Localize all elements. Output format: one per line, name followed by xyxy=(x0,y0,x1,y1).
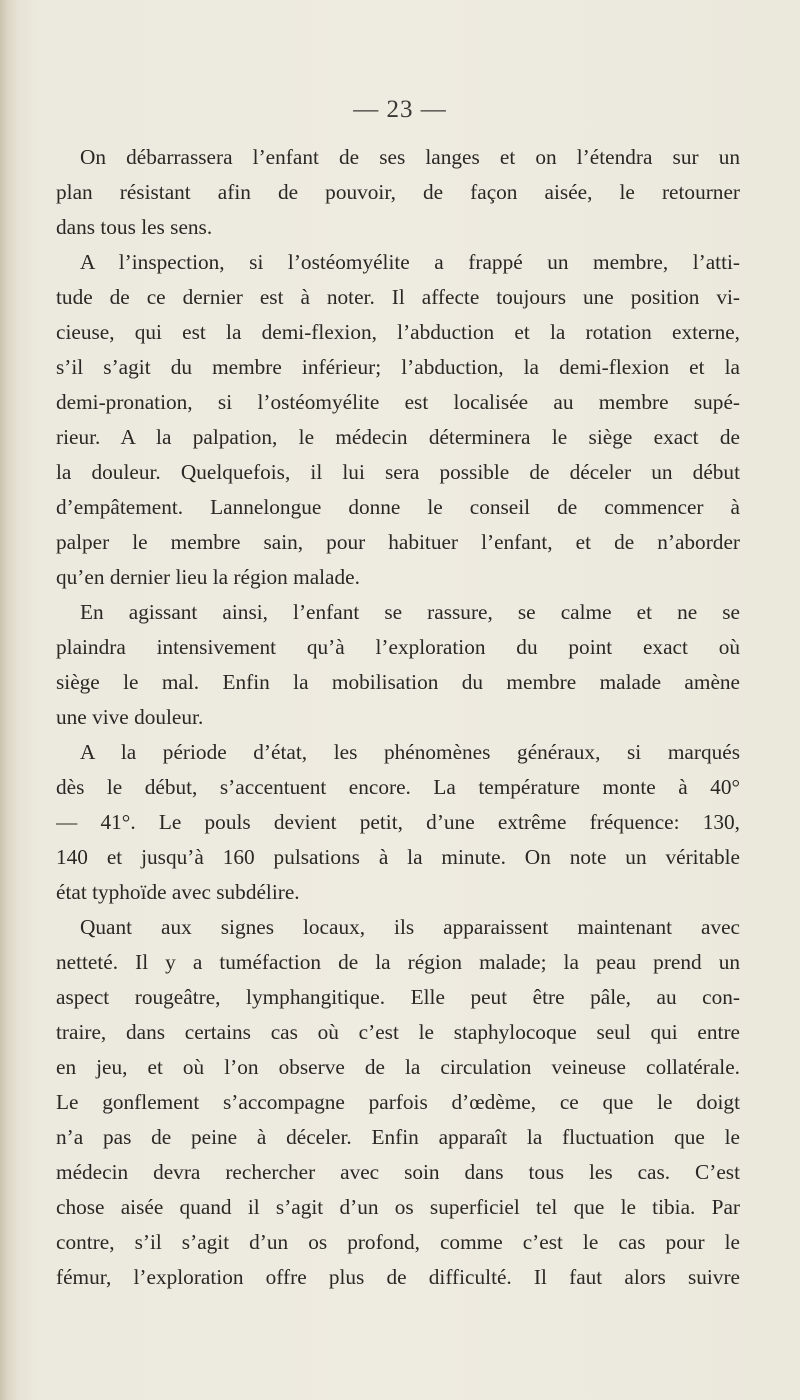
text-line: état typhoïde avec subdélire. xyxy=(56,880,300,904)
text-line: chose aisée quand il s’agit d’un os superficiel tel que le tibia. Par xyxy=(56,1195,740,1219)
text-line: 140 et jusqu’à 160 pulsations à la minute. On note un véritable xyxy=(56,845,740,869)
text-line: contre, s’il s’agit d’un os profond, comme c’est le cas pour le xyxy=(56,1230,740,1254)
text-line: demi-pronation, si l’ostéomyélite est localisée au membre supé- xyxy=(56,390,740,414)
text-line: plan résistant afin de pouvoir, de façon aisée, le retourner xyxy=(56,180,740,204)
text-line: siège le mal. Enfin la mobilisation du membre malade amène xyxy=(56,670,740,694)
text-line: — 41°. Le pouls devient petit, d’une extrême fréquence: 130, xyxy=(56,810,740,834)
text-line: n’a pas de peine à déceler. Enfin apparaît la fluctuation que le xyxy=(56,1125,740,1149)
body-text xyxy=(56,140,740,1295)
text-line: aspect rougeâtre, lymphangitique. Elle peut être pâle, au con- xyxy=(56,985,740,1009)
text-line: la douleur. Quelquefois, il lui sera possible de déceler un début xyxy=(56,460,740,484)
text-line: cieuse, qui est la demi-flexion, l’abduction et la rotation externe, xyxy=(56,320,740,344)
text-line: palper le membre sain, pour habituer l’enfant, et de n’aborder xyxy=(56,530,740,554)
text-line: tude de ce dernier est à noter. Il affecte toujours une position vi- xyxy=(56,285,740,309)
text-line: Le gonflement s’accompagne parfois d’œdème, ce que le doigt xyxy=(56,1090,740,1114)
text-line: fémur, l’exploration offre plus de difficulté. Il faut alors suivre xyxy=(56,1265,740,1289)
text-line: d’empâtement. Lannelongue donne le conseil de commencer à xyxy=(56,495,740,519)
text-line: netteté. Il y a tuméfaction de la région malade; la peau prend un xyxy=(56,950,740,974)
text-line: dans tous les sens. xyxy=(56,215,213,239)
text-line: médecin devra rechercher avec soin dans tous les cas. C’est xyxy=(56,1160,740,1184)
text-line: Quant aux signes locaux, ils apparaissent maintenant avec xyxy=(80,915,740,939)
text-line: A la période d’état, les phénomènes généraux, si marqués xyxy=(80,740,740,764)
text-line: qu’en dernier lieu la région malade. xyxy=(56,565,360,589)
text-line: plaindra intensivement qu’à l’exploration du point exact où xyxy=(56,635,740,659)
page-binding-edge xyxy=(0,0,18,1400)
text-line: dès le début, s’accentuent encore. La température monte à 40° xyxy=(56,775,740,799)
text-line: traire, dans certains cas où c’est le staphylocoque seul qui entre xyxy=(56,1020,740,1044)
text-line: en jeu, et où l’on observe de la circulation veineuse collatérale. xyxy=(56,1055,740,1079)
text-line: rieur. A la palpation, le médecin déterminera le siège exact de xyxy=(56,425,740,449)
text-line: En agissant ainsi, l’enfant se rassure, se calme et ne se xyxy=(80,600,740,624)
page-number: — 23 — xyxy=(353,96,447,123)
text-line: A l’inspection, si l’ostéomyélite a frappé un membre, l’atti- xyxy=(80,250,740,274)
text-line: On débarrassera l’enfant de ses langes et on l’étendra sur un xyxy=(80,145,740,169)
text-line: une vive douleur. xyxy=(56,705,204,729)
text-line: s’il s’agit du membre inférieur; l’abduction, la demi-flexion et la xyxy=(56,355,740,379)
